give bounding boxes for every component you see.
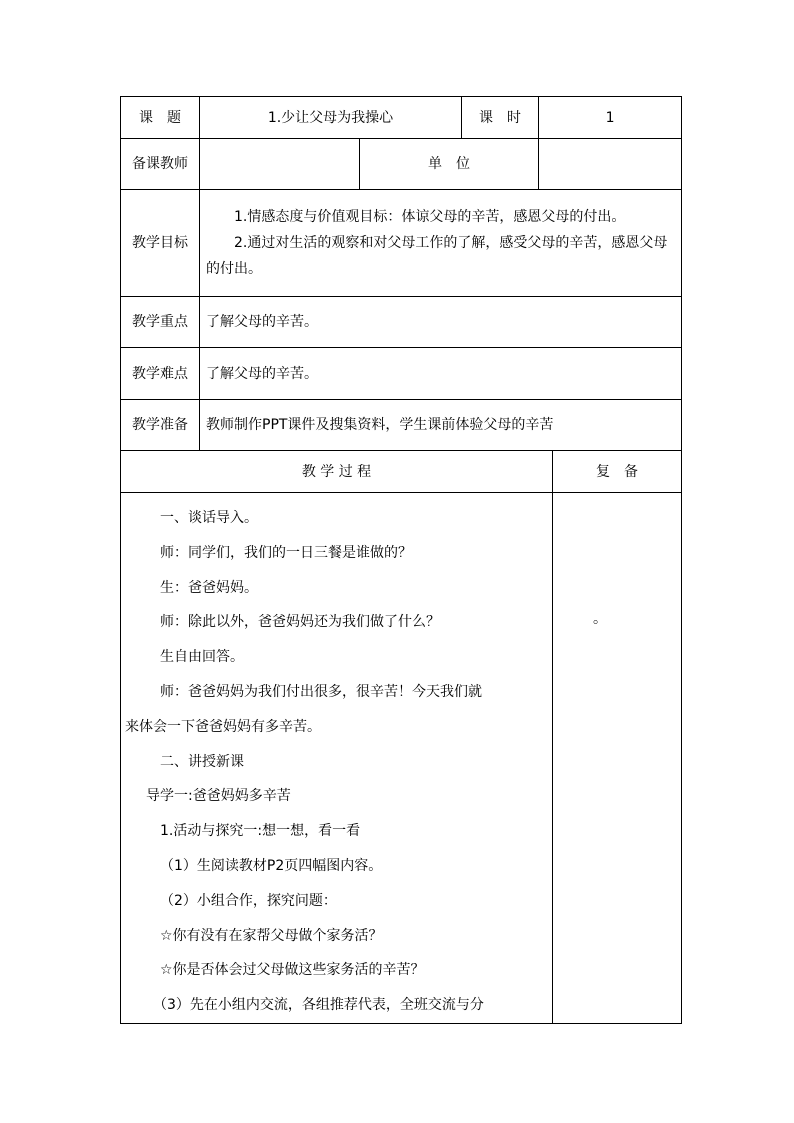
topic-row	[121, 97, 682, 139]
goal-line-2: 2.通过对生活的观察和对父母工作的了解，感受父母的辛苦，感恩父母的付出。	[206, 235, 668, 277]
process-line: 来体会一下爸爸妈妈有多辛苦。	[125, 718, 321, 735]
process-line: （3）先在小组内交流，各组推荐代表，全班交流与分	[153, 997, 484, 1014]
process-line: 生自由回答。	[160, 649, 244, 666]
preparation-label: 教学准备	[121, 400, 200, 451]
process-line: 二、讲授新课	[160, 753, 244, 770]
difficulty-value: 了解父母的辛苦。	[200, 348, 682, 400]
goals-content	[200, 190, 682, 297]
preparation-value: 教师制作PPT课件及搜集资料，学生课前体验父母的辛苦	[200, 400, 682, 451]
process-content	[121, 493, 553, 1024]
lesson-plan-table	[120, 96, 682, 1024]
review-content	[553, 493, 682, 1024]
teacher-row	[121, 139, 682, 190]
review-note: 。	[593, 611, 608, 627]
difficulty-label: 教学难点	[121, 348, 200, 400]
review-header: 复 备	[553, 451, 682, 493]
goals-row	[121, 190, 682, 297]
process-line: 生：爸爸妈妈。	[160, 579, 258, 596]
teacher-label: 备课教师	[121, 139, 200, 190]
key-point-value: 了解父母的辛苦。	[200, 297, 682, 348]
process-line: ☆你是否体会过父母做这些家务活的辛苦？	[160, 962, 425, 979]
process-header: 教 学 过 程	[121, 451, 553, 493]
key-point-row	[121, 297, 682, 348]
topic-value: 1.少让父母为我操心	[200, 97, 462, 139]
hours-value: 1	[539, 97, 682, 139]
process-row	[121, 493, 682, 1024]
process-line: 一、谈话导入。	[160, 510, 258, 526]
process-line: 师：爸爸妈妈为我们付出很多，很辛苦！今天我们就	[160, 683, 482, 700]
difficulty-row	[121, 348, 682, 400]
hours-label: 课 时	[462, 97, 539, 139]
key-point-label: 教学重点	[121, 297, 200, 348]
preparation-row	[121, 400, 682, 451]
process-line: 师：同学们，我们的一日三餐是谁做的？	[160, 544, 412, 561]
process-line: （2）小组合作，探究问题：	[160, 892, 337, 909]
unit-label: 单 位	[360, 139, 539, 190]
teacher-value	[200, 139, 360, 190]
process-line: （1）生阅读教材P2页四幅图内容。	[160, 857, 383, 874]
goals-label: 教学目标	[121, 190, 200, 297]
process-line: 师：除此以外，爸爸妈妈还为我们做了什么？	[160, 614, 440, 631]
process-line: ☆你有没有在家帮父母做个家务活？	[160, 927, 383, 944]
goal-line-1: 1.情感态度与价值观目标：体谅父母的辛苦，感恩父母的付出。	[234, 209, 626, 225]
process-line: 导学一:爸爸妈妈多辛苦	[146, 788, 291, 805]
process-header-row	[121, 451, 682, 493]
unit-value	[539, 139, 682, 190]
topic-label: 课 题	[121, 97, 200, 139]
process-line: 1.活动与探究一:想一想，看一看	[160, 823, 361, 840]
